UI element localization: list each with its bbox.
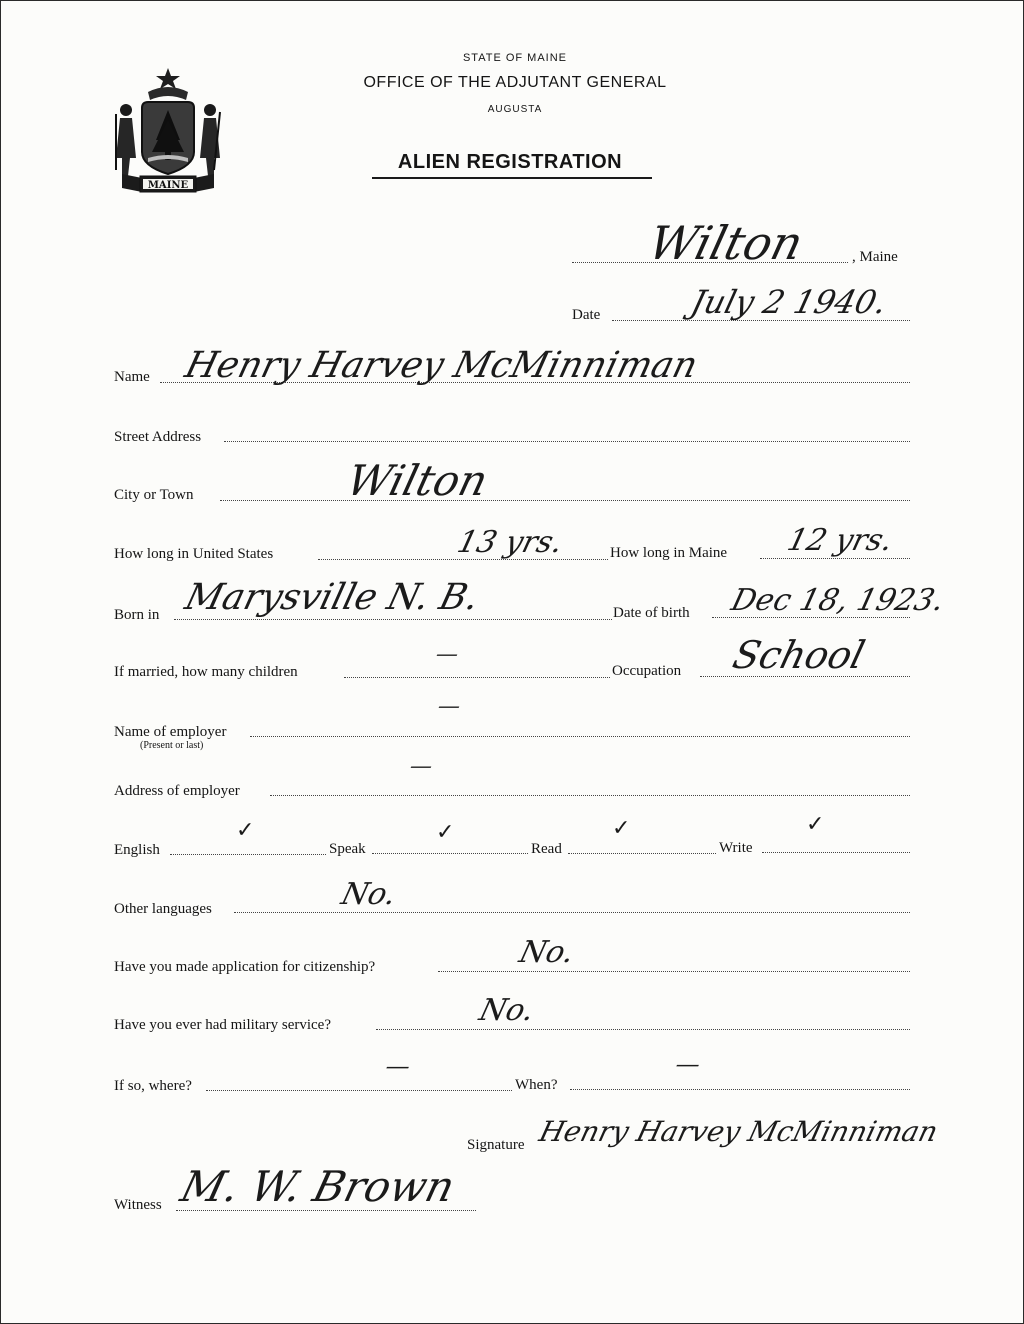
employer-address-label: Address of employer: [114, 783, 240, 799]
read-label: Read: [531, 841, 562, 857]
military-line: [376, 1029, 910, 1030]
other-languages-value[interactable]: No.: [337, 877, 400, 912]
witness-value[interactable]: M. W. Brown: [176, 1162, 460, 1211]
name-value[interactable]: Henry Harvey McMinniman: [181, 345, 702, 386]
title-underline: [372, 177, 652, 179]
where-value[interactable]: —: [382, 1052, 414, 1080]
header-office: OFFICE OF THE ADJUTANT GENERAL: [363, 74, 667, 91]
when-value[interactable]: —: [672, 1050, 704, 1078]
employer-address-line: [270, 795, 910, 796]
military-label: Have you ever had military service?: [114, 1017, 331, 1033]
other-languages-line: [234, 912, 910, 913]
header-city: AUGUSTA: [487, 104, 543, 115]
years-us-value[interactable]: 13 yrs.: [453, 525, 567, 560]
when-line: [570, 1089, 910, 1090]
read-check[interactable]: ✓: [612, 816, 631, 841]
years-maine-value[interactable]: 12 yrs.: [783, 523, 897, 558]
children-value[interactable]: —: [433, 642, 462, 667]
speak-check[interactable]: ✓: [436, 820, 455, 845]
children-label: If married, how many children: [114, 664, 298, 680]
employer-value[interactable]: —: [435, 694, 464, 719]
place-value[interactable]: Wilton: [643, 216, 809, 270]
signature-value[interactable]: Henry Harvey McMinniman: [536, 1115, 942, 1148]
employer-line: [250, 736, 910, 737]
state-seal-icon: [112, 66, 224, 194]
children-line: [344, 677, 610, 678]
dob-label: Date of birth: [613, 605, 690, 621]
speak-label: Speak: [329, 841, 366, 857]
date-value[interactable]: July 2 1940.: [687, 283, 891, 321]
citizenship-label: Have you made application for citizenship?: [114, 959, 376, 975]
occupation-label: Occupation: [612, 663, 682, 679]
english-check[interactable]: ✓: [236, 818, 255, 843]
english-label: English: [114, 842, 160, 858]
years-maine-label: How long in Maine: [610, 545, 728, 561]
english-line: [170, 854, 326, 855]
city-value[interactable]: Wilton: [342, 456, 493, 505]
born-in-line: [174, 619, 612, 620]
employer-address-value[interactable]: —: [407, 754, 436, 779]
military-value[interactable]: No.: [475, 993, 538, 1028]
speak-line: [372, 853, 528, 854]
occupation-value[interactable]: School: [728, 633, 870, 677]
write-line: [762, 852, 910, 853]
street-address-label: Street Address: [114, 429, 202, 445]
place-suffix: , Maine: [852, 249, 898, 265]
citizenship-line: [438, 971, 910, 972]
years-maine-line: [760, 558, 910, 559]
employer-label: Name of employer: [114, 724, 227, 740]
city-label: City or Town: [114, 487, 194, 503]
when-label: When?: [515, 1077, 558, 1093]
years-us-label: How long in United States: [114, 546, 274, 562]
employer-sublabel: (Present or last): [140, 740, 204, 751]
citizenship-value[interactable]: No.: [515, 935, 578, 970]
city-line: [220, 500, 910, 501]
where-line: [206, 1090, 512, 1091]
write-check[interactable]: ✓: [806, 812, 825, 837]
svg-text:MAINE: MAINE: [147, 180, 189, 191]
name-label: Name: [114, 369, 150, 385]
other-languages-label: Other languages: [114, 901, 212, 917]
born-in-value[interactable]: Marysville N. B.: [181, 577, 484, 618]
write-label: Write: [719, 840, 753, 856]
header-state: STATE OF MAINE: [462, 52, 568, 64]
where-label: If so, where?: [114, 1078, 192, 1094]
signature-label: Signature: [467, 1137, 525, 1153]
read-line: [568, 853, 716, 854]
date-label: Date: [572, 307, 601, 323]
dob-value[interactable]: Dec 18, 1923.: [727, 583, 948, 618]
form-title: ALIEN REGISTRATION: [397, 151, 623, 173]
street-address-line[interactable]: [224, 441, 910, 442]
born-in-label: Born in: [114, 607, 160, 623]
witness-label: Witness: [114, 1197, 162, 1213]
